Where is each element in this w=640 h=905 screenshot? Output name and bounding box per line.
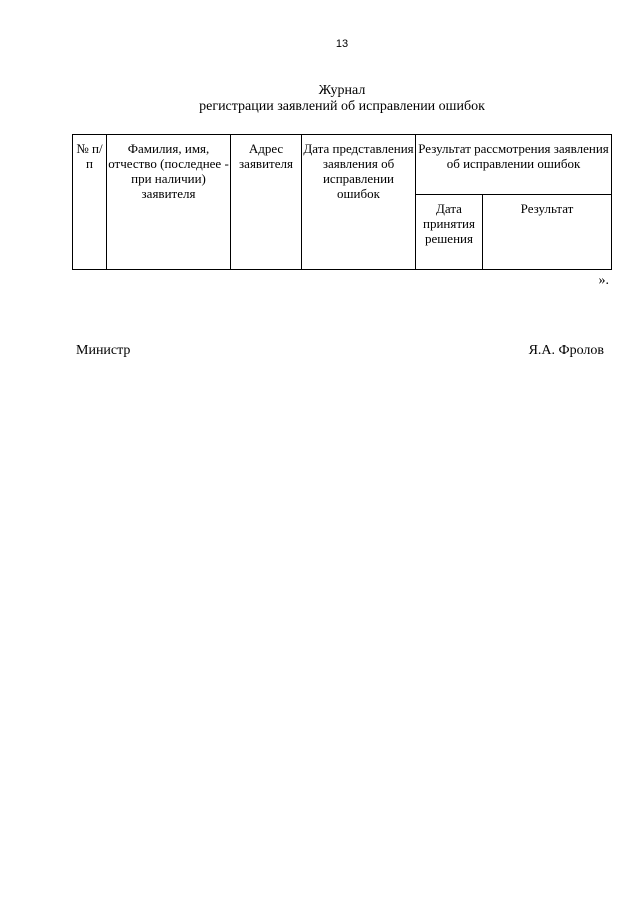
table-header-row xyxy=(73,135,612,195)
column-header-decision-date: Дата принятия решения xyxy=(416,195,483,270)
column-header-full-name: Фамилия, имя, отчество (последнее - при наличии) заявителя xyxy=(107,135,231,270)
column-header-number: № п/п xyxy=(73,135,107,270)
document-title: Журнал xyxy=(318,83,366,98)
signatory-position: Министр xyxy=(76,343,131,358)
page-number: 13 xyxy=(335,38,349,50)
document-subtitle: регистрации заявлений об исправлении ошибок xyxy=(199,99,485,114)
column-header-submission-date: Дата представления заявления об исправлении ошибок xyxy=(302,135,416,270)
column-header-result: Результат xyxy=(483,195,612,270)
journal-table xyxy=(72,134,612,270)
closing-quote: ». xyxy=(598,273,609,288)
column-header-review-result: Результат рассмотрения заявления об исправлении ошибок xyxy=(416,135,612,195)
column-header-address: Адрес заявителя xyxy=(231,135,302,270)
signatory-name: Я.А. Фролов xyxy=(528,343,604,358)
